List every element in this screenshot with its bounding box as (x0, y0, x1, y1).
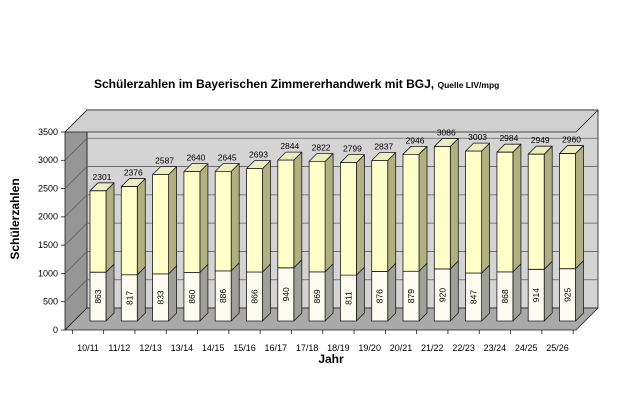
bar-lower-side (325, 264, 333, 321)
bar-total-label: 2946 (405, 135, 425, 146)
bar-total-label: 2960 (562, 134, 581, 145)
bar-upper-side (137, 179, 145, 275)
x-tick-label: 22/23 (452, 343, 475, 353)
bar-total-label: 2799 (342, 143, 362, 154)
bar-upper-side (513, 144, 521, 272)
bar-upper-front (403, 154, 419, 271)
bar-total-label: 2822 (311, 142, 331, 153)
x-axis-title: Jahr (318, 352, 344, 366)
chart-source-text: Quelle LIV/mpg (437, 80, 500, 90)
x-tick-label: 12/13 (139, 343, 162, 353)
x-tick-label: 21/22 (421, 343, 444, 353)
bar-upper-side (263, 161, 271, 272)
bar-total-label: 2949 (530, 135, 550, 146)
x-tick-label: 16/17 (264, 343, 288, 353)
bar-upper-side (200, 164, 208, 273)
bar-segment-label: 860 (186, 289, 197, 304)
y-tick-label: 3500 (37, 126, 58, 137)
bar-total-label: 2984 (499, 133, 519, 144)
bar-total-label: 2693 (249, 149, 268, 160)
bar-segment-label: 863 (92, 289, 103, 304)
bar-lower-side (513, 264, 521, 321)
bar-segment-label: 920 (437, 287, 448, 303)
bar-lower-side (200, 264, 208, 321)
bar-total-label: 2640 (186, 152, 206, 163)
bar-lower-side (388, 263, 396, 321)
bar-lower-side (106, 264, 114, 321)
bar-total-label: 3086 (436, 127, 456, 138)
bar-total-label: 2301 (92, 171, 112, 182)
bar-segment-label: 886 (218, 288, 229, 304)
y-axis-title: Schülerzahlen (8, 178, 22, 260)
x-tick-label: 13/14 (170, 343, 194, 353)
bar-segment-label: 817 (124, 290, 135, 305)
x-tick-label: 15/16 (233, 343, 256, 353)
bar-upper-front (121, 187, 137, 275)
bar-total-label: 2587 (155, 155, 175, 166)
y-tick-label: 500 (42, 296, 58, 307)
x-tick-label: 18/19 (327, 343, 350, 353)
bar-upper-side (544, 146, 552, 269)
bar-upper-front (184, 172, 200, 273)
bar-upper-side (106, 183, 114, 272)
y-tick-label: 0 (52, 324, 58, 335)
x-tick-label: 11/12 (108, 343, 131, 353)
bar-lower-side (544, 261, 552, 321)
bar-lower-side (263, 264, 271, 321)
bar-upper-side (576, 146, 584, 269)
bar-total-label: 2645 (217, 152, 237, 163)
x-tick-label: 17/18 (295, 343, 319, 353)
x-tick-label: 24/25 (514, 343, 538, 353)
bar-segment-label: 914 (531, 288, 542, 303)
bar-lower-side (482, 265, 490, 321)
bar-segment-label: 833 (155, 290, 166, 305)
bar-upper-front (372, 161, 388, 272)
bar-lower-side (137, 267, 145, 321)
ceiling (65, 110, 598, 132)
y-tick-label: 3000 (37, 155, 58, 166)
bar-total-label: 3003 (468, 132, 488, 143)
x-tick-label: 14/15 (201, 343, 225, 353)
y-tick-label: 1500 (37, 240, 58, 251)
bar-upper-side (356, 155, 364, 275)
bar-segment-label: 869 (312, 289, 323, 304)
bar-lower-side (576, 261, 584, 321)
bar-upper-side (169, 167, 177, 274)
bar-segment-label: 940 (280, 287, 291, 302)
y-tick-label: 2500 (37, 183, 58, 194)
bar-upper-front (340, 163, 356, 275)
bar-upper-front (215, 171, 231, 271)
bar-segment-label: 879 (405, 289, 416, 304)
bar-upper-front (497, 152, 513, 272)
bar-segment-label: 876 (374, 289, 385, 304)
x-tick-label: 25/26 (546, 343, 569, 353)
bar-upper-side (294, 152, 302, 268)
left-wall (65, 110, 87, 330)
bar-segment-label: 866 (249, 289, 260, 304)
bar-upper-side (388, 153, 396, 272)
bar-total-label: 2837 (374, 141, 394, 152)
bar-total-label: 2844 (280, 141, 300, 152)
y-tick-label: 2000 (37, 211, 58, 222)
bar-upper-front (560, 154, 576, 269)
bar-upper-front (278, 160, 294, 268)
bar-segment-label: 811 (343, 291, 354, 305)
bar-upper-side (450, 138, 458, 269)
bar-upper-front (466, 151, 482, 273)
chart-title-text: Schülerzahlen im Bayerischen Zimmererhandwerk mit BGJ, (94, 77, 435, 91)
x-tick-label: 20/21 (389, 343, 413, 353)
bar-lower-side (294, 260, 302, 321)
bar-segment-label: 847 (468, 289, 479, 305)
x-tick-label: 23/24 (483, 343, 507, 353)
bar-lower-side (450, 261, 458, 321)
bar-upper-front (434, 146, 450, 269)
bar-upper-front (153, 175, 169, 274)
x-tick-label: 10/11 (77, 343, 99, 353)
bar-lower-side (169, 266, 177, 321)
bar-lower-side (356, 267, 364, 321)
bar-lower-side (231, 263, 239, 321)
bar-upper-side (325, 153, 333, 271)
bar-upper-side (419, 146, 427, 271)
bar-segment-label: 868 (499, 289, 510, 304)
bar-upper-front (309, 161, 325, 271)
bar-total-label: 2376 (123, 167, 143, 178)
y-tick-label: 1000 (37, 268, 58, 279)
bar-segment-label: 925 (562, 287, 573, 302)
bar-upper-front (90, 191, 106, 272)
bar-upper-side (482, 143, 490, 273)
bar-upper-side (231, 163, 239, 271)
bar-upper-front (247, 169, 263, 272)
x-tick-label: 19/20 (358, 343, 381, 353)
bar-lower-side (419, 263, 427, 321)
bar-upper-front (528, 154, 544, 269)
